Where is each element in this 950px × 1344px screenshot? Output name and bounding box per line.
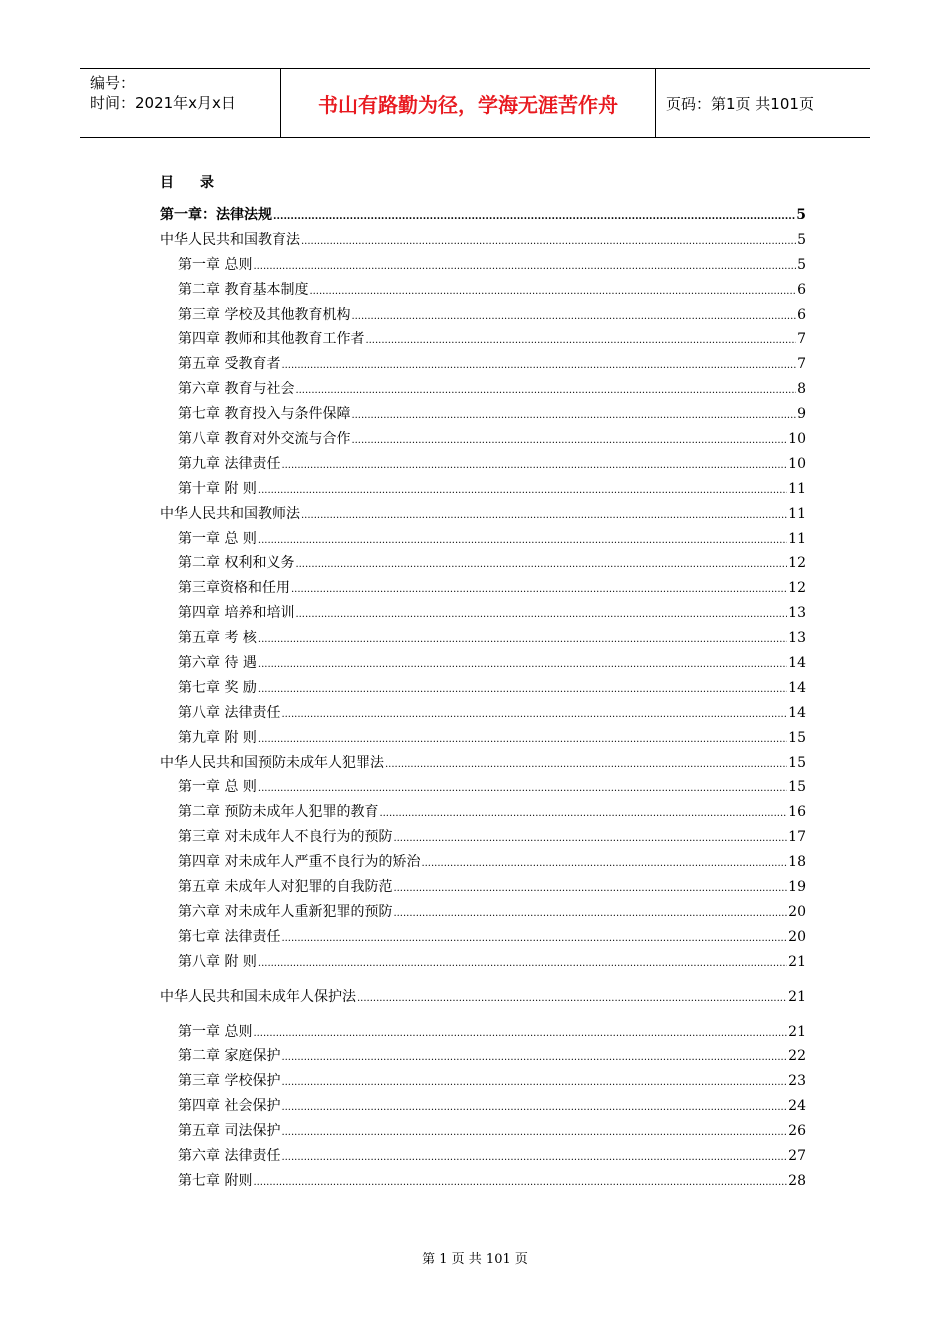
toc-title	[160, 172, 214, 192]
toc-entry-label: 中华人民共和国未成年人保护法	[160, 988, 356, 1005]
toc-entry-label: 第三章 学校及其他教育机构	[178, 306, 351, 323]
toc-spacer	[160, 1011, 806, 1021]
toc-entry-label: 第三章 对未成年人不良行为的预防	[178, 829, 393, 846]
toc-entry-label: 第八章 教育对外交流与合作	[178, 431, 351, 448]
toc-entry-page: 21	[788, 988, 806, 1005]
toc-entry-label: 第六章 法律责任	[178, 1147, 281, 1164]
toc-leader-dots	[281, 460, 787, 471]
number-label: 编号：	[90, 74, 136, 92]
toc-leader-dots	[309, 286, 796, 297]
toc-entry[interactable]	[160, 503, 806, 528]
toc-entry-page: 11	[788, 480, 806, 497]
toc-entry[interactable]	[160, 328, 806, 353]
toc-entry-page: 16	[788, 804, 806, 821]
toc-entry-page: 15	[788, 754, 806, 771]
toc-entry-page: 8	[797, 381, 806, 398]
toc-entry[interactable]	[160, 378, 806, 403]
toc-entry-label: 第八章 附 则	[178, 953, 257, 970]
toc-entry-label: 第一章 总 则	[178, 779, 257, 796]
toc-entry-page: 10	[788, 431, 806, 448]
toc-leader-dots	[393, 833, 787, 844]
toc-entry-label: 第一章 总则	[178, 256, 253, 273]
toc-entry[interactable]	[160, 727, 806, 752]
toc-entry-label: 第二章 预防未成年人犯罪的教育	[178, 804, 379, 821]
toc-leader-dots	[295, 385, 796, 396]
toc-entry-label: 第五章 未成年人对犯罪的自我防范	[178, 879, 393, 896]
toc-entry[interactable]	[160, 204, 806, 229]
toc-entry[interactable]	[160, 1095, 806, 1120]
toc-entry-page: 17	[788, 829, 806, 846]
toc-entry-label: 中华人民共和国教育法	[160, 231, 300, 248]
toc-entry-page: 14	[788, 704, 806, 721]
toc-entry[interactable]	[160, 1021, 806, 1046]
toc-entry-page: 23	[788, 1073, 806, 1090]
toc-entry-label: 第七章 附则	[178, 1172, 253, 1189]
toc-entry-label: 第二章 权利和义务	[178, 555, 295, 572]
toc-entry-page: 21	[788, 953, 806, 970]
toc-leader-dots	[421, 858, 787, 869]
toc-spacer	[160, 976, 806, 986]
toc-entry[interactable]	[160, 926, 806, 951]
toc-entry-page: 27	[788, 1147, 806, 1164]
toc-entry[interactable]	[160, 702, 806, 727]
toc-entry-page: 26	[788, 1123, 806, 1140]
toc-entry[interactable]	[160, 901, 806, 926]
toc-entry[interactable]	[160, 851, 806, 876]
toc-leader-dots	[253, 261, 796, 272]
toc-entry-page: 10	[788, 455, 806, 472]
toc-entry[interactable]	[160, 801, 806, 826]
toc-leader-dots	[281, 360, 796, 371]
toc-leader-dots	[281, 709, 787, 720]
toc-leader-dots	[281, 1102, 787, 1113]
header-page-info: 页码：第1页 共101页	[666, 94, 814, 113]
toc-entry[interactable]	[160, 1120, 806, 1145]
toc-entry-label: 第一章 总 则	[178, 530, 257, 547]
toc-entry-label: 第五章 考 核	[178, 630, 257, 647]
toc-entry[interactable]	[160, 627, 806, 652]
toc-leader-dots	[258, 634, 787, 645]
toc-entry-label: 第三章资格和任用	[178, 580, 290, 597]
toc-entry-page: 20	[788, 928, 806, 945]
toc-entry[interactable]	[160, 1145, 806, 1170]
toc-entry[interactable]	[160, 254, 806, 279]
toc-entry-label: 第九章 法律责任	[178, 455, 281, 472]
toc-entry[interactable]	[160, 1170, 806, 1195]
toc-leader-dots	[301, 510, 787, 521]
toc-entry-label: 第三章 学校保护	[178, 1073, 281, 1090]
toc-entry-label: 第七章 奖 励	[178, 679, 257, 696]
toc-leader-dots	[258, 485, 787, 496]
toc-entry-label: 第八章 法律责任	[178, 704, 281, 721]
toc-entry-page: 22	[788, 1048, 806, 1065]
toc-entry-page: 13	[788, 605, 806, 622]
toc-leader-dots	[258, 783, 787, 794]
toc-entry-label: 第四章 培养和培训	[178, 605, 295, 622]
toc-entry[interactable]	[160, 577, 806, 602]
toc-title-b: 录	[200, 175, 214, 191]
toc-entry-label: 第二章 家庭保护	[178, 1048, 281, 1065]
toc-leader-dots	[273, 211, 795, 222]
toc-leader-dots	[281, 1127, 787, 1138]
toc-entry-page: 20	[788, 903, 806, 920]
toc-entry[interactable]	[160, 826, 806, 851]
header-motto: 书山有路勤为径，学海无涯苦作舟	[280, 69, 656, 137]
toc-entry-label: 第七章 法律责任	[178, 928, 281, 945]
page-footer: 第 1 页 共 101 页	[422, 1252, 528, 1267]
toc-leader-dots	[258, 535, 787, 546]
toc-entry-page: 15	[788, 729, 806, 746]
toc-entry[interactable]	[160, 951, 806, 976]
toc-leader-dots	[365, 335, 796, 346]
toc-entry-page: 13	[788, 630, 806, 647]
toc-leader-dots	[253, 1028, 787, 1039]
toc-entry-page: 18	[788, 854, 806, 871]
toc-entry-label: 第五章 司法保护	[178, 1123, 281, 1140]
toc-entry-page: 11	[788, 530, 806, 547]
toc-entry-page: 15	[788, 779, 806, 796]
toc-entry-label: 第六章 对未成年人重新犯罪的预防	[178, 903, 393, 920]
toc-entry-label: 第一章：法律法规	[160, 207, 272, 223]
toc-leader-dots	[258, 684, 787, 695]
toc-entry-label: 第九章 附 则	[178, 729, 257, 746]
toc-entry[interactable]	[160, 1070, 806, 1095]
toc-leader-dots	[393, 908, 787, 919]
toc-leader-dots	[357, 993, 787, 1004]
toc-entry[interactable]	[160, 752, 806, 777]
toc-leader-dots	[351, 435, 787, 446]
toc-entry-label: 第二章 教育基本制度	[178, 281, 309, 298]
toc-entry[interactable]	[160, 279, 806, 304]
toc-entry-label: 第五章 受教育者	[178, 356, 281, 373]
toc-entry-page: 5	[797, 231, 806, 248]
toc-entry[interactable]	[160, 986, 806, 1011]
toc-leader-dots	[281, 1052, 787, 1063]
toc-entry[interactable]	[160, 652, 806, 677]
toc-entry[interactable]	[160, 304, 806, 329]
toc-entry[interactable]	[160, 403, 806, 428]
toc-entry-page: 12	[788, 555, 806, 572]
toc-entry[interactable]	[160, 478, 806, 503]
toc-entry-page: 12	[788, 580, 806, 597]
toc-entry[interactable]	[160, 453, 806, 478]
toc-entry[interactable]	[160, 876, 806, 901]
toc-leader-dots	[253, 1177, 787, 1188]
toc-entry[interactable]	[160, 353, 806, 378]
toc-entry-label: 第七章 教育投入与条件保障	[178, 406, 351, 423]
toc-entry[interactable]	[160, 428, 806, 453]
time-label: 时间：2021年x月x日	[90, 94, 236, 112]
toc-entry-page: 6	[797, 306, 806, 323]
toc-leader-dots	[281, 1077, 787, 1088]
toc-entry-label: 第六章 待 遇	[178, 655, 257, 672]
toc-leader-dots	[379, 808, 787, 819]
toc-entry-page: 9	[797, 406, 806, 423]
toc-leader-dots	[351, 410, 796, 421]
table-of-contents	[160, 204, 806, 1195]
toc-entry-label: 第一章 总则	[178, 1023, 253, 1040]
toc-entry-page: 11	[788, 505, 806, 522]
toc-entry-label: 中华人民共和国预防未成年人犯罪法	[160, 754, 384, 771]
toc-leader-dots	[258, 659, 787, 670]
toc-leader-dots	[291, 584, 787, 595]
toc-leader-dots	[295, 609, 787, 620]
toc-entry-label: 中华人民共和国教师法	[160, 505, 300, 522]
toc-entry-label: 第四章 对未成年人严重不良行为的矫治	[178, 854, 421, 871]
toc-entry-page: 14	[788, 655, 806, 672]
toc-entry-page: 24	[788, 1098, 806, 1115]
toc-leader-dots	[281, 1152, 787, 1163]
toc-entry-label: 第六章 教育与社会	[178, 381, 295, 398]
toc-entry[interactable]	[160, 776, 806, 801]
toc-entry-label: 第四章 社会保护	[178, 1098, 281, 1115]
toc-entry-page: 7	[797, 356, 806, 373]
toc-leader-dots	[295, 559, 787, 570]
toc-entry[interactable]	[160, 528, 806, 553]
toc-entry-page: 19	[788, 879, 806, 896]
toc-entry[interactable]	[160, 1045, 806, 1070]
toc-leader-dots	[281, 933, 787, 944]
toc-entry-page: 21	[788, 1023, 806, 1040]
toc-leader-dots	[393, 883, 787, 894]
toc-leader-dots	[385, 759, 787, 770]
toc-entry-page: 14	[788, 679, 806, 696]
page-header	[80, 68, 870, 138]
toc-entry-label: 第十章 附 则	[178, 480, 257, 497]
toc-entry[interactable]	[160, 677, 806, 702]
toc-title-a: 目	[160, 175, 174, 191]
toc-entry-page: 6	[797, 281, 806, 298]
toc-leader-dots	[301, 236, 796, 247]
toc-entry-page: 28	[788, 1172, 806, 1189]
toc-leader-dots	[258, 734, 787, 745]
toc-leader-dots	[351, 311, 796, 322]
toc-entry-page: 5	[796, 207, 806, 223]
toc-entry[interactable]	[160, 602, 806, 627]
toc-leader-dots	[258, 958, 787, 969]
toc-entry-label: 第四章 教师和其他教育工作者	[178, 331, 365, 348]
header-meta	[80, 69, 280, 137]
toc-entry-page: 7	[797, 331, 806, 348]
toc-entry[interactable]	[160, 552, 806, 577]
toc-entry[interactable]	[160, 229, 806, 254]
toc-entry-page: 5	[797, 256, 806, 273]
